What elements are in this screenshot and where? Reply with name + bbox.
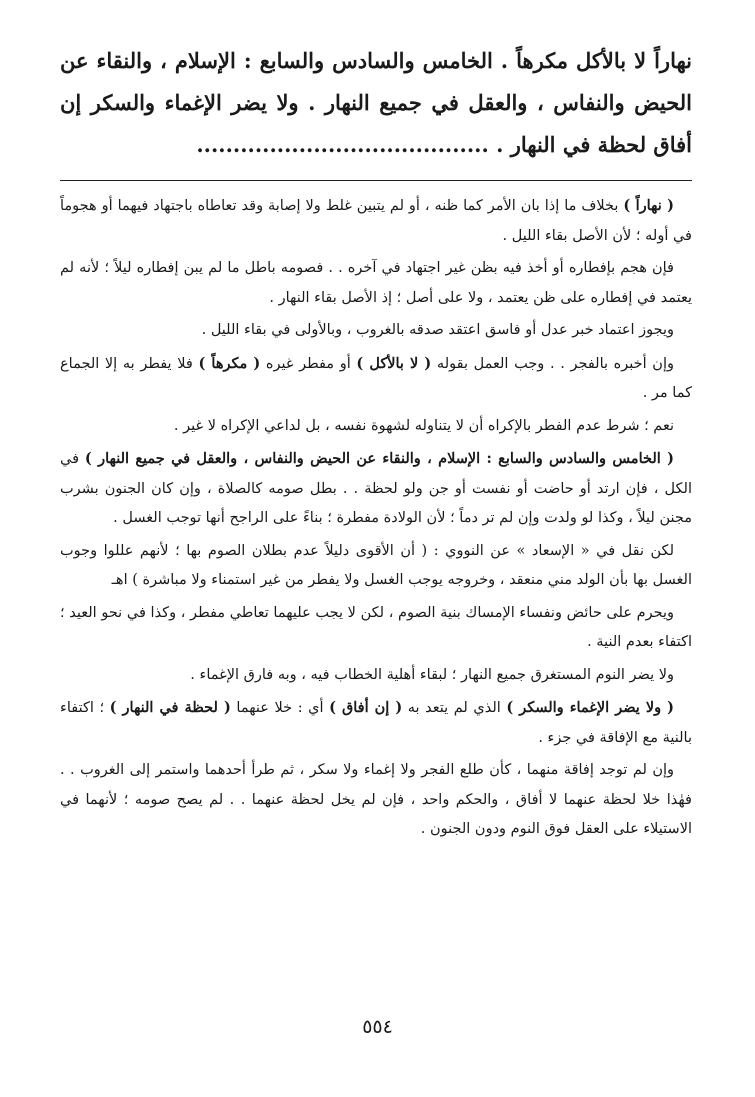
commentary-paragraph-3: ويجوز اعتماد خبر عدل أو فاسق اعتقد صدقه بالغروب ، وبالأولى في بقاء الليل . — [201, 322, 674, 338]
page-number: ٥٥٤ — [362, 1016, 393, 1038]
commentary-paragraph-1 — [60, 191, 692, 251]
bold-quote: ( إن أفاق ) — [329, 699, 403, 716]
matn-text — [60, 40, 692, 166]
paragraph-text: في الكل ، فإن ارتد أو حاضت أو نفست أو جن ولو لحظة . . بطل صومه كالصلاة ، وإن كان الجنون بشرب مجنن ليلاً ، وكذا لو ولدت وإن لم تر دماً ؛ لأن الولادة مفطرة ؛ بناءً على الراجح أنها توجب الغسل . — [60, 451, 692, 526]
commentary-paragraph-10 — [60, 693, 692, 753]
commentary-paragraph-5: نعم ؛ شرط عدم الفطر بالإكراه أن لا يتناوله لشهوة نفسه ، بل لداعي الإكراه لا غير . — [173, 417, 674, 434]
bold-quote: ( نهاراً ) — [623, 197, 674, 214]
matn-body: نهاراً لا بالأكل مكرهاً . الخامس والسادس والسابع : الإسلام ، والنقاء عن الحيض والنفاس ، والعقل في جميع النهار . ولا يضر الإغماء والسكر إن أفاق لحظة في النهار . — [60, 48, 692, 157]
paragraph-text: أو مفطر غيره — [260, 355, 357, 372]
commentary-paragraph-4 — [60, 349, 692, 409]
commentary-paragraph-6 — [60, 444, 692, 534]
book-page — [60, 40, 692, 845]
bold-quote: ( ولا يضر الإغماء والسكر ) — [506, 699, 674, 716]
paragraph-text: ؛ اكتفاء بالنية مع الإفاقة في جزء . — [60, 700, 692, 746]
bold-quote: ( الخامس والسادس والسابع : الإسلام ، والنقاء عن الحيض والنفاس ، والعقل في جميع النهار ) — [84, 450, 674, 467]
commentary-paragraph-9: ولا يضر النوم المستغرق جميع النهار ؛ لبقاء أهلية الخطاب فيه ، وبه فارق الإغماء . — [190, 666, 674, 683]
commentary-paragraph-11: وإن لم توجد إفاقة منهما ، كأن طلع الفجر ولا إغماء ولا سكر ، ثم طرأ أحدهما واستمر إلى الغروب . . فهٰذا خلا لحظة عنهما لا أفاق ، والحكم واحد ، فإن لم يخل لحظة عنهما . . لم يصح صومه ؛ لأنهما في الاستيلاء على العقل فوق النوم ودون الجنون . — [60, 762, 692, 837]
paragraph-text: وإن أخبره بالفجر . . وجب العمل بقوله — [431, 355, 674, 372]
bold-quote: ( لا بالأكل ) — [356, 354, 432, 372]
commentary-paragraph-8: ويحرم على حائض ونفساء الإمساك بنية الصوم ، لكن لا يجب عليهما تعاطي مفطر ، وكذا في نحو العيد ؛ اكتفاء بعدم النية . — [60, 604, 692, 650]
commentary-paragraph-2: فإن هجم بإفطاره أو أخذ فيه بظن غير اجتهاد في آخره . . فصومه باطل ما لم يبن إفطاره ليلاً ؛ لأنه لم يعتمد في إفطاره على ظن يعتمد ، ولا على أصل ؛ إذ الأصل بقاء النهار . — [60, 260, 692, 306]
paragraph-text: فلا يفطر به إلا الجماع كما مر . — [60, 355, 692, 401]
paragraph-text: الذي لم يتعد به — [402, 700, 507, 716]
bold-quote: ( لحظة في النهار ) — [109, 699, 231, 716]
commentary — [60, 191, 692, 845]
paragraph-text: أي : خلا عنهما — [230, 700, 330, 716]
separator-rule — [60, 180, 692, 181]
bold-quote: ( مكرهاً ) — [198, 354, 261, 372]
matn-dots: ........................................ — [196, 132, 489, 157]
commentary-paragraph-7: لكن نقل في « الإسعاد » عن النووي : ( أن الأقوى دليلاً عدم بطلان الصوم بها ؛ لأنهم عللوا وجوب الغسل بها بأن الولد مني منعقد ، وخروجه يوجب الغسل ولا يفطر من غير استمناء ولا مباشرة ) اهـ — [60, 542, 692, 588]
paragraph-text: بخلاف ما إذا بان الأمر كما ظنه ، أو لم يتبين غلط ولا إصابة وقد تعاطاه باجتهاد فيهما أو هجوماً في أوله ؛ لأن الأصل بقاء الليل . — [60, 198, 692, 244]
